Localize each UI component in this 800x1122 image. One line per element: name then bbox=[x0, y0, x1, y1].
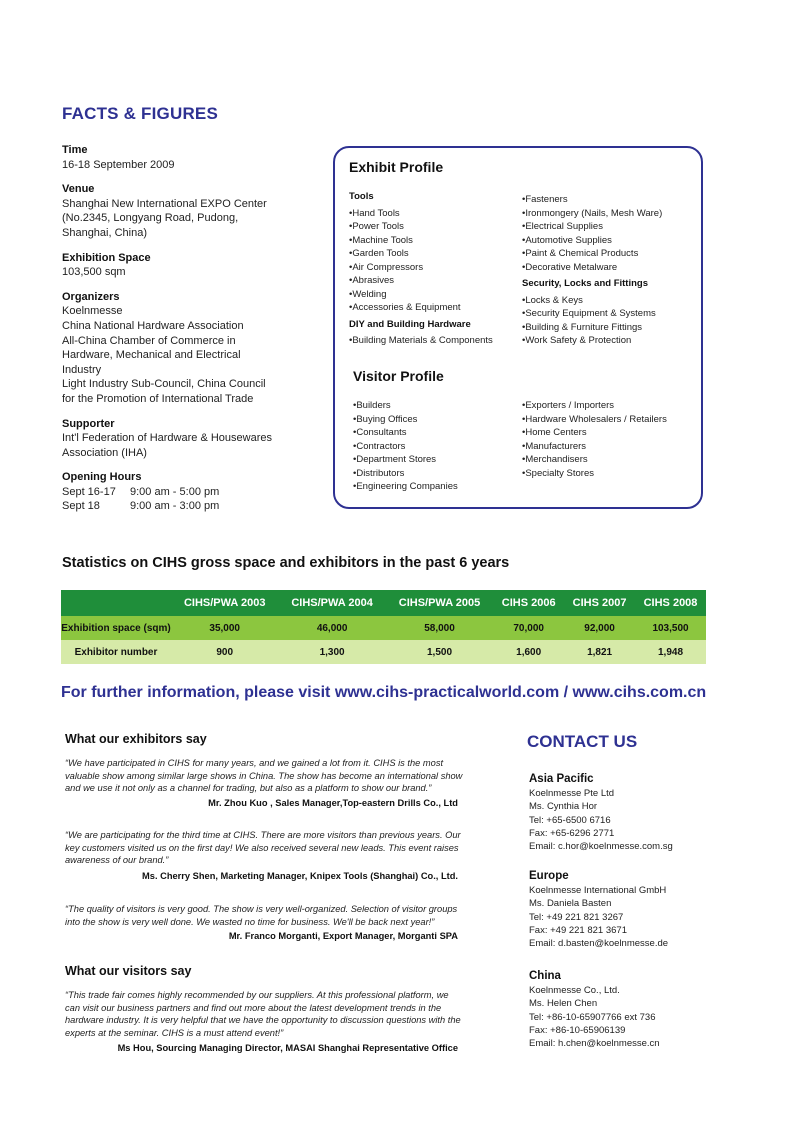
time-value: 16-18 September 2009 bbox=[62, 158, 175, 171]
list-item: • Exporters / Importers bbox=[522, 399, 667, 413]
venue-line: Shanghai, China) bbox=[62, 226, 148, 239]
list-item: • Hand Tools bbox=[349, 207, 493, 221]
table-cell: 103,500 bbox=[635, 616, 706, 640]
contact-region bbox=[529, 869, 668, 950]
exhibitor-attribution: Mr. Franco Morganti, Export Manager, Morganti SPA bbox=[228, 931, 458, 941]
stats-title: Statistics on CIHS gross space and exhibitors in the past 6 years bbox=[62, 555, 510, 571]
exhibitor-quote: “We are participating for the third time at CIHS. There are more visitors than previous years. Our key customers visited us on the first day! We also received several new leads. This event raises awareness of our brand.” bbox=[65, 830, 461, 866]
venue-line: Shanghai New International EXPO Center bbox=[62, 197, 267, 210]
list-item: • Consultants bbox=[353, 426, 458, 440]
visitor-left-column bbox=[353, 399, 458, 494]
organizer-line: China National Hardware Association bbox=[62, 319, 244, 332]
list-item: • Accessories & Equipment bbox=[349, 301, 493, 315]
supporter-line: Association (IHA) bbox=[62, 446, 147, 459]
region-line: Fax: +49 221 821 3671 bbox=[529, 924, 627, 936]
region-line: Tel: +49 221 821 3267 bbox=[529, 911, 624, 923]
list-item: • Buying Offices bbox=[353, 413, 458, 427]
table-header-cell: CIHS/PWA 2004 bbox=[278, 590, 385, 616]
table-cell: 1,300 bbox=[278, 640, 385, 664]
table-row bbox=[61, 640, 706, 664]
list-item: • Builders bbox=[353, 399, 458, 413]
hours-days: Sept 16-17 bbox=[62, 485, 116, 498]
region-line: Tel: +86-10-65907766 ext 736 bbox=[529, 1011, 656, 1023]
visitor-profile-title: Visitor Profile bbox=[353, 368, 444, 384]
list-item: • Home Centers bbox=[522, 426, 667, 440]
hours-time: 9:00 am - 3:00 pm bbox=[130, 500, 220, 513]
exhibitor-quote: “The quality of visitors is very good. The show is very well-organized. Selection of visitor groups into the show is very well done. We wasted no time for business. We'll be back next year!” bbox=[65, 904, 458, 927]
row-label: Exhibition space (sqm) bbox=[61, 616, 171, 640]
list-item: • Building & Furniture Fittings bbox=[522, 321, 662, 335]
time-label: Time bbox=[62, 144, 88, 156]
hours-block bbox=[62, 470, 332, 514]
table-header-cell: CIHS 2006 bbox=[493, 590, 564, 616]
region-name: Asia Pacific bbox=[529, 773, 594, 785]
organizers-label: Organizers bbox=[62, 290, 120, 303]
list-item: • Garden Tools bbox=[349, 247, 493, 261]
region-line: Koelnmesse Pte Ltd bbox=[529, 788, 615, 799]
row-label: Exhibitor number bbox=[61, 640, 171, 664]
list-item: • Building Materials & Components bbox=[349, 334, 493, 348]
list-item: • Power Tools bbox=[349, 220, 493, 234]
visitor-attribution: Ms Hou, Sourcing Managing Director, MASAI Shanghai Representative Office bbox=[117, 1043, 458, 1053]
exhibit-left-column bbox=[349, 190, 493, 348]
time-block bbox=[62, 143, 332, 172]
contact-title: CONTACT US bbox=[527, 732, 638, 751]
facts-section bbox=[62, 143, 332, 524]
region-line: Fax: +86-10-65906139 bbox=[529, 1024, 626, 1036]
region-name: Europe bbox=[529, 870, 569, 882]
table-header-cell: CIHS/PWA 2005 bbox=[386, 590, 493, 616]
hours-time: 9:00 am - 5:00 pm bbox=[130, 485, 220, 498]
stats-table bbox=[61, 590, 706, 664]
exhibitors-say-heading: What our exhibitors say bbox=[65, 732, 207, 746]
list-item: • Ironmongery (Nails, Mesh Ware) bbox=[522, 207, 662, 221]
visitors-say-heading: What our visitors say bbox=[65, 964, 192, 978]
exhibitor-attribution: Mr. Zhou Kuo , Sales Manager,Top-eastern Drills Co., Ltd bbox=[208, 798, 458, 808]
security-label: Security, Locks and Fittings bbox=[522, 278, 648, 289]
space-block bbox=[62, 251, 332, 280]
table-row bbox=[61, 616, 706, 640]
page-heading: FACTS & FIGURES bbox=[62, 104, 219, 123]
list-item: • Department Stores bbox=[353, 453, 458, 467]
region-line: Koelnmesse Co., Ltd. bbox=[529, 985, 620, 996]
table-header-cell: CIHS/PWA 2003 bbox=[171, 590, 278, 616]
region-email[interactable]: Email: h.chen@koelnmesse.cn bbox=[529, 1038, 660, 1050]
contact-region bbox=[529, 969, 660, 1050]
region-email[interactable]: Email: c.hor@koelnmesse.com.sg bbox=[529, 841, 673, 853]
list-item: • Security Equipment & Systems bbox=[522, 307, 662, 321]
region-name: China bbox=[529, 970, 561, 982]
organizer-line: Industry bbox=[62, 363, 102, 376]
table-cell: 58,000 bbox=[386, 616, 493, 640]
table-cell: 1,600 bbox=[493, 640, 564, 664]
visitor-right-column bbox=[522, 399, 667, 480]
hours-row bbox=[62, 499, 332, 514]
list-item: • Air Compressors bbox=[349, 261, 493, 275]
region-line: Ms. Helen Chen bbox=[529, 998, 598, 1010]
venue-label: Venue bbox=[62, 183, 95, 196]
diy-label: DIY and Building Hardware bbox=[349, 318, 471, 330]
exhibitor-attribution: Ms. Cherry Shen, Marketing Manager, Knipex Tools (Shanghai) Co., Ltd. bbox=[142, 871, 458, 881]
region-line: Ms. Daniela Basten bbox=[529, 898, 612, 910]
list-item: • Automotive Supplies bbox=[522, 234, 662, 248]
list-item: • Specialty Stores bbox=[522, 467, 667, 481]
visitor-quote: “This trade fair comes highly recommended by our suppliers. At this professional platform, we can visit our business partners and find out more about the latest development trends in the hardware industry. It is very helpful that we have the opportunity to discussion questions with the experts at the seminar. CIHS is a must attend event!” bbox=[65, 990, 461, 1038]
tools-label: Tools bbox=[349, 191, 374, 202]
region-line: Ms. Cynthia Hor bbox=[529, 801, 598, 813]
table-cell: 35,000 bbox=[171, 616, 278, 640]
region-email[interactable]: Email: d.basten@koelnmesse.de bbox=[529, 938, 669, 950]
list-item: • Engineering Companies bbox=[353, 480, 458, 494]
list-item: • Electrical Supplies bbox=[522, 220, 662, 234]
further-info: For further information, please visit www.cihs-practicalworld.com / www.cihs.com.cn bbox=[61, 684, 707, 701]
exhibitor-quote: “We have participated in CIHS for many years, and we gained a lot from it. CIHS is the most valuable show among similar large shows in China. The show has become an international show and we use it not only as a channel for trading, but also as a platform to show our brand.” bbox=[65, 758, 463, 794]
region-line: Tel: +65-6500 6716 bbox=[529, 814, 611, 826]
list-item: • Merchandisers bbox=[522, 453, 667, 467]
table-header-cell bbox=[61, 590, 171, 616]
organizer-line: for the Promotion of International Trade bbox=[62, 392, 254, 405]
profile-box bbox=[333, 146, 703, 509]
organizers-block bbox=[62, 290, 332, 407]
list-item: • Decorative Metalware bbox=[522, 261, 662, 275]
space-label: Exhibition Space bbox=[62, 251, 151, 264]
list-item: • Abrasives bbox=[349, 274, 493, 288]
supporter-label: Supporter bbox=[62, 417, 115, 430]
table-cell: 1,948 bbox=[635, 640, 706, 664]
hours-row bbox=[62, 485, 332, 500]
list-item: • Work Safety & Protection bbox=[522, 334, 662, 348]
supporter-block bbox=[62, 417, 332, 461]
list-item: • Paint & Chemical Products bbox=[522, 247, 662, 261]
list-item: • Contractors bbox=[353, 440, 458, 454]
list-item: • Welding bbox=[349, 288, 493, 302]
table-cell: 46,000 bbox=[278, 616, 385, 640]
organizer-line: All-China Chamber of Commerce in bbox=[62, 334, 236, 347]
hours-label: Opening Hours bbox=[62, 471, 142, 484]
exhibit-right-column bbox=[522, 193, 662, 348]
region-line: Koelnmesse International GmbH bbox=[529, 885, 667, 896]
hours-days: Sept 18 bbox=[62, 500, 100, 513]
supporter-line: Int'l Federation of Hardware & Housewares bbox=[62, 432, 272, 445]
list-item: • Machine Tools bbox=[349, 234, 493, 248]
space-value: 103,500 sqm bbox=[62, 266, 126, 279]
table-header-cell: CIHS 2008 bbox=[635, 590, 706, 616]
organizer-line: Koelnmesse bbox=[62, 305, 123, 318]
table-cell: 70,000 bbox=[493, 616, 564, 640]
organizer-line: Hardware, Mechanical and Electrical bbox=[62, 349, 241, 362]
venue-line: (No.2345, Longyang Road, Pudong, bbox=[62, 212, 239, 225]
contact-region bbox=[529, 772, 673, 853]
table-header-cell: CIHS 2007 bbox=[564, 590, 635, 616]
list-item: • Fasteners bbox=[522, 193, 662, 207]
list-item: • Hardware Wholesalers / Retailers bbox=[522, 413, 667, 427]
region-line: Fax: +65-6296 2771 bbox=[529, 827, 615, 839]
organizer-line: Light Industry Sub-Council, China Council bbox=[62, 378, 266, 391]
venue-block bbox=[62, 182, 332, 240]
table-cell: 92,000 bbox=[564, 616, 635, 640]
exhibit-profile-title: Exhibit Profile bbox=[349, 159, 444, 175]
list-item: • Locks & Keys bbox=[522, 294, 662, 308]
table-cell: 1,500 bbox=[386, 640, 493, 664]
table-cell: 900 bbox=[171, 640, 278, 664]
table-header-row bbox=[61, 590, 706, 616]
list-item: • Manufacturers bbox=[522, 440, 667, 454]
list-item: • Distributors bbox=[353, 467, 458, 481]
table-cell: 1,821 bbox=[564, 640, 635, 664]
